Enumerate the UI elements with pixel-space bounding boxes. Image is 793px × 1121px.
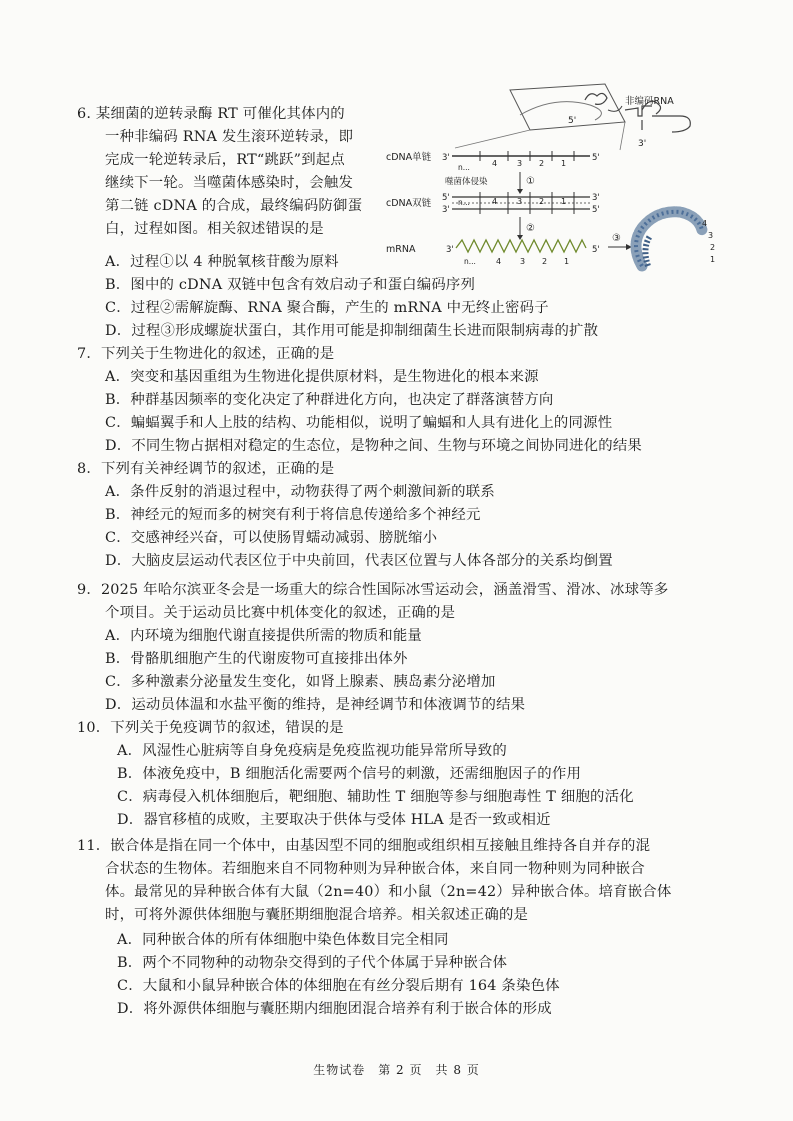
q10-option-d: D．器官移植的成败，主要取决于供体与受体 HLA 是否一致或相近 — [117, 812, 551, 828]
cdna-single-label: cDNA单链 — [386, 152, 432, 163]
q9-option-b: B．骨骼肌细胞产生的代谢废物可直接排出体外 — [105, 651, 408, 667]
cdna-single-seg-4: 4 — [492, 159, 498, 168]
q7-option-b: B．种群基因频率的变化决定了种群进化方向，也决定了群落演替方向 — [105, 392, 554, 408]
q6-option-d: D．过程③形成螺旋状蛋白，其作用可能是抑制细菌生长进而限制病毒的扩散 — [105, 323, 599, 339]
q11-line-2: 合状态的生物体。若细胞来自不同物种则为异种嵌合体，来自同一物种则为同种嵌合 — [105, 861, 645, 877]
q11-option-d: D．将外源供体细胞与囊胚期内细胞团混合培养有利于嵌合体的形成 — [117, 1001, 552, 1017]
mrna-strand — [456, 240, 586, 252]
helix-protein-icon — [636, 212, 702, 266]
mrna-seg-1: 1 — [564, 257, 570, 266]
cdna-double-top-3prime: 3' — [592, 193, 600, 203]
helix-num-2: 2 — [710, 243, 716, 252]
q8-option-c: C．交感神经兴奋，可以使肠胃蠕动减弱、膀胱缩小 — [105, 530, 438, 546]
q10-option-c: C．病毒侵入机体细胞后，靶细胞、辅助性 T 细胞等参与细胞毒性 T 细胞的活化 — [117, 789, 634, 805]
q10-option-a: A．风湿性心脏病等自身免疫病是免疫监视功能异常所导致的 — [117, 743, 507, 759]
q11-option-b: B．两个不同物种的动物杂交得到的子代个体属于异种嵌合体 — [117, 955, 508, 971]
q7-option-a: A．突变和基因重组为生物进化提供原材料，是生物进化的根本来源 — [105, 369, 539, 385]
phage-label: 噬菌体侵染 — [445, 177, 488, 187]
cdna-double-top-5prime: 5' — [442, 193, 450, 203]
q6-line-1: 6. 某细菌的逆转录酶 RT 可催化其体内的 — [77, 106, 345, 122]
q7-option-c: C．蝙蝠翼手和人上肢的结构、功能相似，说明了蝙蝠和人具有进化上的同源性 — [105, 415, 613, 431]
q8-stem: 8．下列有关神经调节的叙述，正确的是 — [77, 461, 335, 477]
arrow-1-head — [517, 189, 523, 194]
mrna-seg-2: 2 — [542, 257, 548, 266]
q9-option-d: D．运动员体温和水盐平衡的维持，是神经调节和体液调节的结果 — [105, 697, 526, 713]
step-1-marker: ① — [526, 176, 535, 187]
page-footer: 生物试卷 第 2 页 共 8 页 — [313, 1063, 480, 1077]
cdna-single-n: n... — [458, 163, 470, 172]
cdna-single-seg-3: 3 — [517, 159, 523, 168]
cdna-double-seg-2: 2 — [539, 197, 545, 206]
q11-line-1: 11．嵌合体是指在同一个体中，由基因型不同的细胞或组织相互接触且维持各自并存的混 — [77, 838, 651, 854]
helix-num-3: 3 — [708, 231, 714, 240]
q6-figure — [380, 80, 725, 280]
q7-option-d: D．不同生物占据相对稳定的生态位，是物种之间、生物与环境之间协同进化的结果 — [105, 438, 643, 454]
q9-line-2: 个项目。关于运动员比赛中机体变化的叙述，正确的是 — [105, 605, 456, 621]
q8-option-b: B．神经元的短而多的树突有利于将信息传递给多个神经元 — [105, 507, 481, 523]
step-2-marker: ② — [526, 223, 535, 234]
q9-line-1: 9．2025 年哈尔滨亚冬会是一场重大的综合性国际冰雪运动会，涵盖滑雪、滑冰、冰球等多 — [77, 582, 669, 598]
mrna-5prime: 5' — [592, 245, 600, 255]
q8-option-a: A．条件反射的消退过程中，动物获得了两个刺激间新的联系 — [105, 484, 495, 500]
mrna-3prime: 3' — [446, 245, 454, 255]
cdna-double-n: n... — [458, 198, 470, 207]
ncrna-label: 非编码RNA — [625, 96, 674, 107]
cdna-double-seg-3: 3 — [517, 197, 523, 206]
q7-stem: 7．下列关于生物进化的叙述，正确的是 — [77, 346, 335, 362]
q11-line-3: 体。最常见的异种嵌合体有大鼠（2n=40）和小鼠（2n=42）异种嵌合体。培育嵌合体 — [105, 884, 672, 900]
q9-option-a: A．内环境为细胞代谢直接提供所需的物质和能量 — [105, 628, 422, 644]
q6-line-4: 继续下一轮。当噬菌体感染时，会触发 — [105, 175, 354, 191]
cdna-single-seg-2: 2 — [539, 159, 545, 168]
q6-line-2: 一种非编码 RNA 发生滚环逆转录，即 — [105, 129, 354, 145]
cdna-single-seg-1: 1 — [561, 159, 567, 168]
cdna-double-seg-1: 1 — [561, 197, 567, 206]
ncrna-5prime-label: 5' — [568, 116, 577, 126]
q9-option-c: C．多种激素分泌量发生变化，如肾上腺素、胰岛素分泌增加 — [105, 674, 496, 690]
q6-option-c: C．过程②需解旋酶、RNA 聚合酶，产生的 mRNA 中无终止密码子 — [105, 300, 549, 316]
q11-option-a: A．同种嵌合体的所有体细胞中染色体数目完全相同 — [117, 932, 449, 948]
q10-stem: 10．下列关于免疫调节的叙述，错误的是 — [77, 720, 344, 736]
ncrna-3prime-label: 3' — [638, 139, 647, 149]
q11-line-4: 时，可将外源供体细胞与囊胚期细胞混合培养。相关叙述正确的是 — [105, 907, 529, 923]
q6-line-5: 第二链 cDNA 的合成，最终编码防御蛋 — [105, 198, 363, 214]
q10-option-b: B．体液免疫中，B 细胞活化需要两个信号的刺激，还需细胞因子的作用 — [117, 766, 582, 782]
cdna-single-5prime: 5' — [592, 153, 600, 163]
q11-option-c: C．大鼠和小鼠异种嵌合体的体细胞在有丝分裂后期有 164 条染色体 — [117, 978, 560, 994]
step-3-marker: ③ — [612, 233, 621, 244]
mrna-seg-4: 4 — [496, 257, 502, 266]
q6-option-b: B．图中的 cDNA 双链中包含有效启动子和蛋白编码序列 — [105, 277, 476, 293]
cdna-double-bottom-5prime: 5' — [592, 205, 600, 215]
helix-num-1: 1 — [710, 255, 716, 264]
q6-option-a: A．过程①以 4 种脱氧核苷酸为原料 — [105, 254, 339, 270]
mrna-seg-3: 3 — [520, 257, 526, 266]
mrna-label: mRNA — [386, 244, 416, 255]
q6-line-3: 完成一轮逆转录后，RT“跳跃”到起点 — [105, 152, 345, 168]
cdna-double-bottom-3prime: 3' — [442, 205, 450, 215]
q6-line-6: 白，过程如图。相关叙述错误的是 — [105, 221, 324, 237]
helix-num-4: 4 — [702, 219, 708, 228]
q8-option-d: D．大脑皮层运动代表区位于中央前回，代表区位置与人体各部分的关系均倒置 — [105, 553, 613, 569]
cdna-double-seg-4: 4 — [492, 197, 498, 206]
cdna-single-3prime: 3' — [442, 153, 450, 163]
cdna-double-label: cDNA双链 — [386, 198, 432, 209]
mrna-n: n... — [464, 257, 476, 266]
